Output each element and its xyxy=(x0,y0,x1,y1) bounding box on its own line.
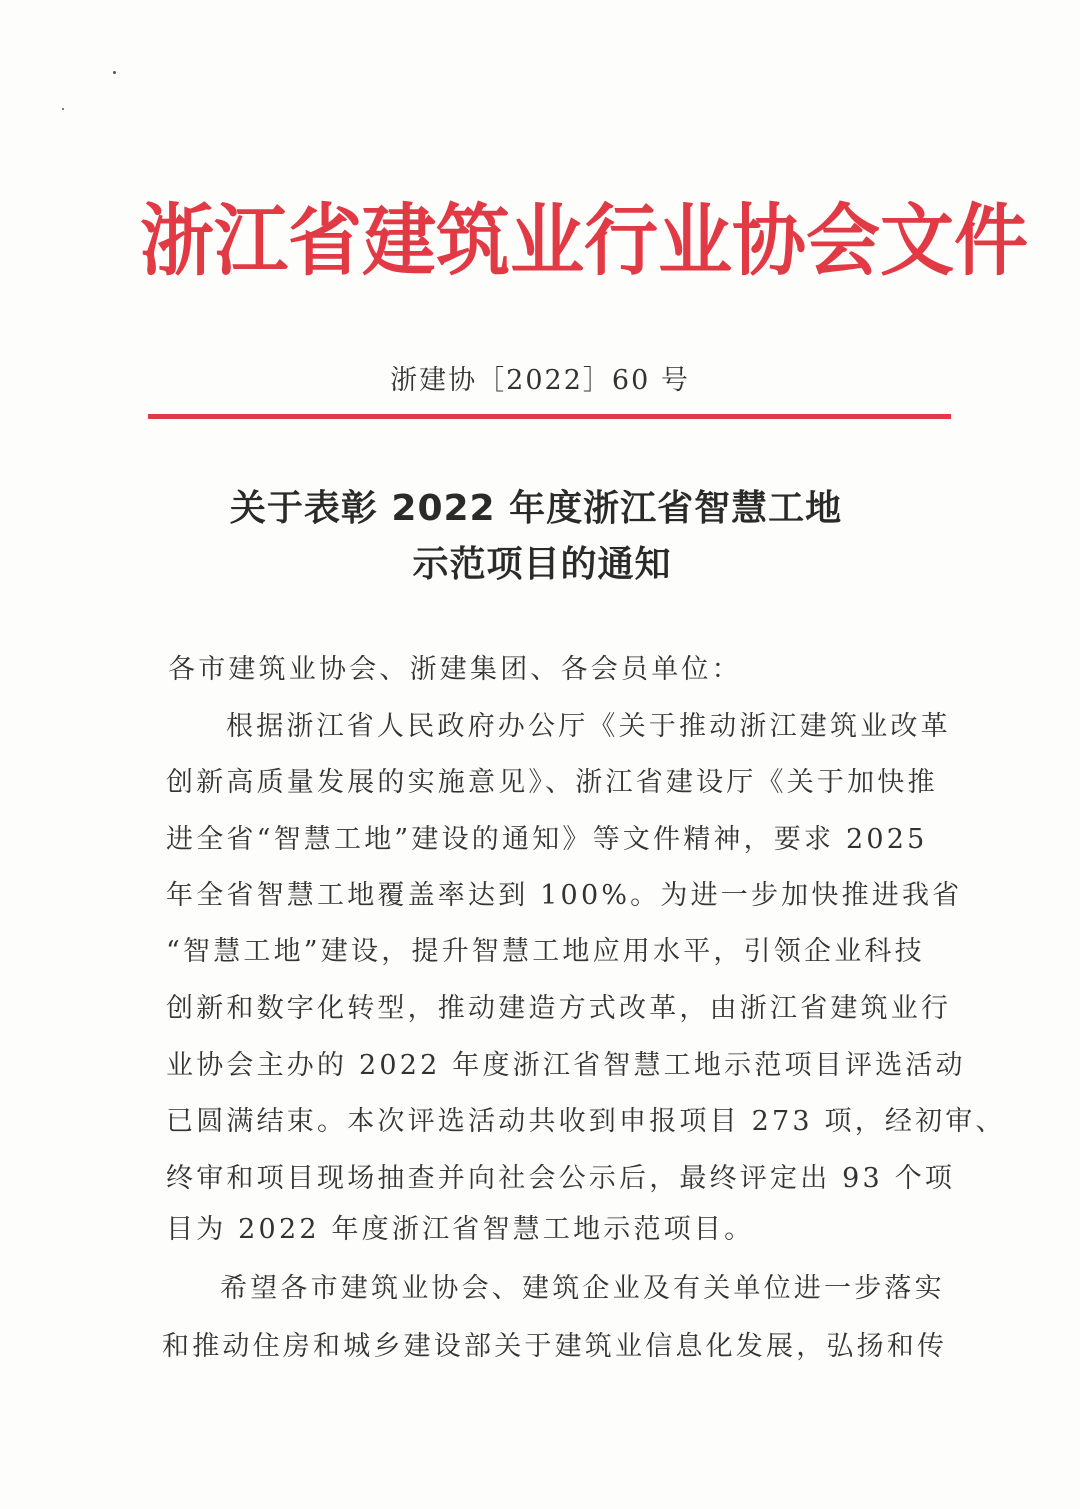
notice-title-line-1: 关于表彰 2022 年度浙江省智慧工地 xyxy=(229,488,843,529)
paragraph-1-line: 已圆满结束。本次评选活动共收到申报项目 273 项，经初审、 xyxy=(166,1106,1006,1137)
paragraph-1-line: 终审和项目现场抽查并向社会公示后，最终评定出 93 个项 xyxy=(166,1163,956,1194)
paragraph-2-line: 和推动住房和城乡建设部关于建筑业信息化发展，弘扬和传 xyxy=(162,1331,948,1362)
paragraph-1-line: 创新高质量发展的实施意见》、浙江省建设厅《关于加快推 xyxy=(166,767,938,798)
paragraph-1-line: “智慧工地”建设，提升智慧工地应用水平，引领企业科技 xyxy=(166,936,925,967)
paragraph-1-line: 业协会主办的 2022 年度浙江省智慧工地示范项目评选活动 xyxy=(166,1050,966,1081)
notice-title-line-2: 示范项目的通知 xyxy=(412,544,672,585)
red-divider-rule xyxy=(148,414,951,419)
masthead-title: 浙江省建筑业行业协会文件 xyxy=(140,196,1028,287)
paragraph-1-line: 根据浙江省人民政府办公厅《关于推动浙江建筑业改革 xyxy=(226,711,951,742)
paragraph-2-line: 希望各市建筑业协会、建筑企业及有关单位进一步落实 xyxy=(220,1273,945,1304)
salutation: 各市建筑业协会、浙建集团、各会员单位： xyxy=(168,654,742,685)
paragraph-1-line: 目为 2022 年度浙江省智慧工地示范项目。 xyxy=(166,1214,755,1245)
document-number: 浙建协［2022］60 号 xyxy=(390,365,690,396)
paragraph-1-line: 进全省“智慧工地”建设的通知》等文件精神，要求 2025 xyxy=(166,824,928,855)
paragraph-1-line: 年全省智慧工地覆盖率达到 100%。为进一步加快推进我省 xyxy=(166,880,963,911)
scan-speck xyxy=(113,71,116,74)
paragraph-1-line: 创新和数字化转型，推动建造方式改革，由浙江省建筑业行 xyxy=(166,993,952,1024)
scan-speck xyxy=(62,108,64,110)
